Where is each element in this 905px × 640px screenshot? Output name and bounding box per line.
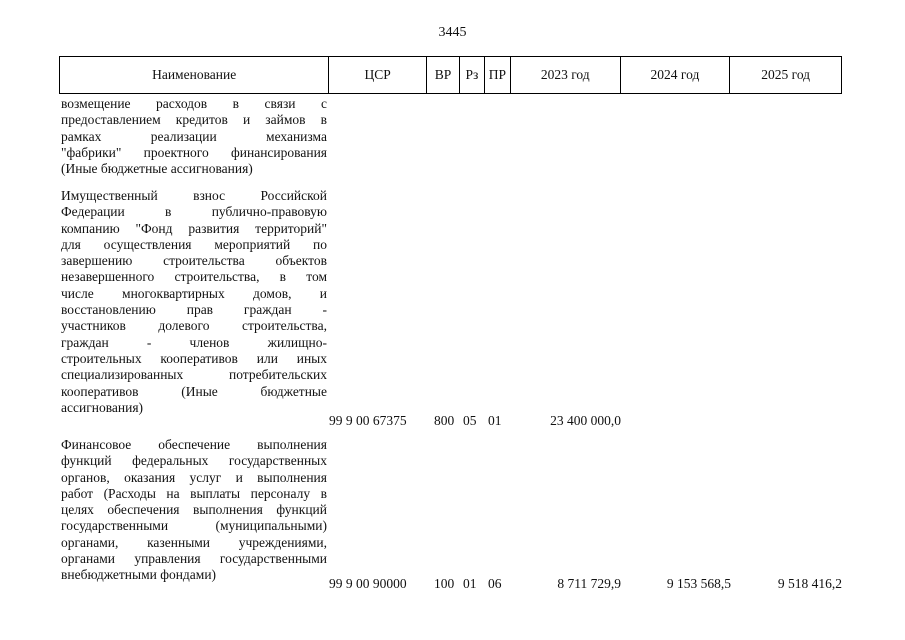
row-name-line: (Иные бюджетные ассигнования) (61, 161, 253, 177)
row-name-line: Федерации в публично-правовую (61, 204, 327, 220)
row-name-line: рамках реализации механизма (61, 128, 327, 144)
row-name-line: восстановлению прав граждан - (61, 302, 327, 318)
row-name-line: граждан - членов жилищно- (61, 334, 327, 350)
header-2023: 2023 год (511, 57, 621, 93)
header-2025: 2025 год (761, 67, 811, 82)
table-row (59, 437, 842, 597)
row-rz: 01 (463, 576, 477, 591)
header-name: Наименование (60, 57, 329, 93)
header-csr: ЦСР (329, 57, 427, 93)
row-csr: 99 9 00 90000 (329, 576, 407, 591)
table-header (59, 56, 842, 94)
row-name-line: строительных кооперативов или иных (61, 350, 327, 366)
page-number: 3445 (438, 25, 467, 40)
row-name-line: специализированных потребительских (61, 367, 327, 383)
row-name-line: органов, оказания услуг и выполнения (61, 469, 327, 485)
row-rz: 05 (463, 413, 477, 428)
row-name-line: участников долевого строительства, (61, 318, 327, 334)
row-name-line: незавершенного строительства, в том (61, 269, 327, 285)
row-name-line: органами, казенными учреждениями, (61, 534, 327, 550)
row-name-line: предоставлением кредитов и займов в (61, 112, 327, 128)
header-vr: ВР (427, 57, 460, 93)
row-2023: 23 400 000,0 (550, 413, 621, 428)
row-name-line: функций федеральных государственных (61, 453, 327, 469)
row-csr: 99 9 00 67375 (329, 413, 407, 428)
row-name-line: целях обеспечения выполнения функций (61, 502, 327, 518)
row-vr: 800 (434, 413, 455, 428)
row-name-line: органами управления государственными (61, 551, 327, 567)
header-pr: ПР (485, 57, 511, 93)
row-name (61, 96, 327, 177)
row-name-line: возмещение расходов в связи с (61, 96, 327, 111)
row-2023: 8 711 729,9 (557, 576, 621, 591)
row-name-line: числе многоквартирных домов, и (61, 285, 327, 301)
row-name-line: работ (Расходы на выплаты персоналу в (61, 485, 327, 501)
row-name-line: государственными (муниципальными) (61, 518, 327, 534)
row-name (61, 437, 327, 584)
row-name-line: компанию "Фонд развития территорий" (61, 220, 327, 236)
row-name (61, 188, 327, 416)
row-name-line: Имущественный взнос Российской (61, 188, 327, 203)
row-2025: 9 518 416,2 (777, 576, 842, 591)
row-pr: 06 (488, 576, 502, 591)
table-row (59, 95, 842, 181)
header-rz: Рз (460, 57, 485, 93)
row-name-line: Финансовое обеспечение выполнения (61, 437, 327, 452)
row-vr: 100 (434, 576, 455, 591)
row-name-line: для осуществления мероприятий по (61, 236, 327, 252)
row-name-line: "фабрики" проектного финансирования (61, 144, 327, 160)
row-name-line: ассигнования) (61, 399, 144, 415)
row-2024: 9 153 568,5 (666, 576, 731, 591)
header-2024: 2024 год (621, 57, 731, 93)
row-name-line: внебюджетными фондами) (61, 567, 217, 583)
row-pr: 01 (488, 413, 502, 428)
row-name-line: завершению строительства объектов (61, 253, 327, 269)
table-row (59, 188, 842, 433)
row-name-line: кооперативов (Иные бюджетные (61, 383, 327, 399)
